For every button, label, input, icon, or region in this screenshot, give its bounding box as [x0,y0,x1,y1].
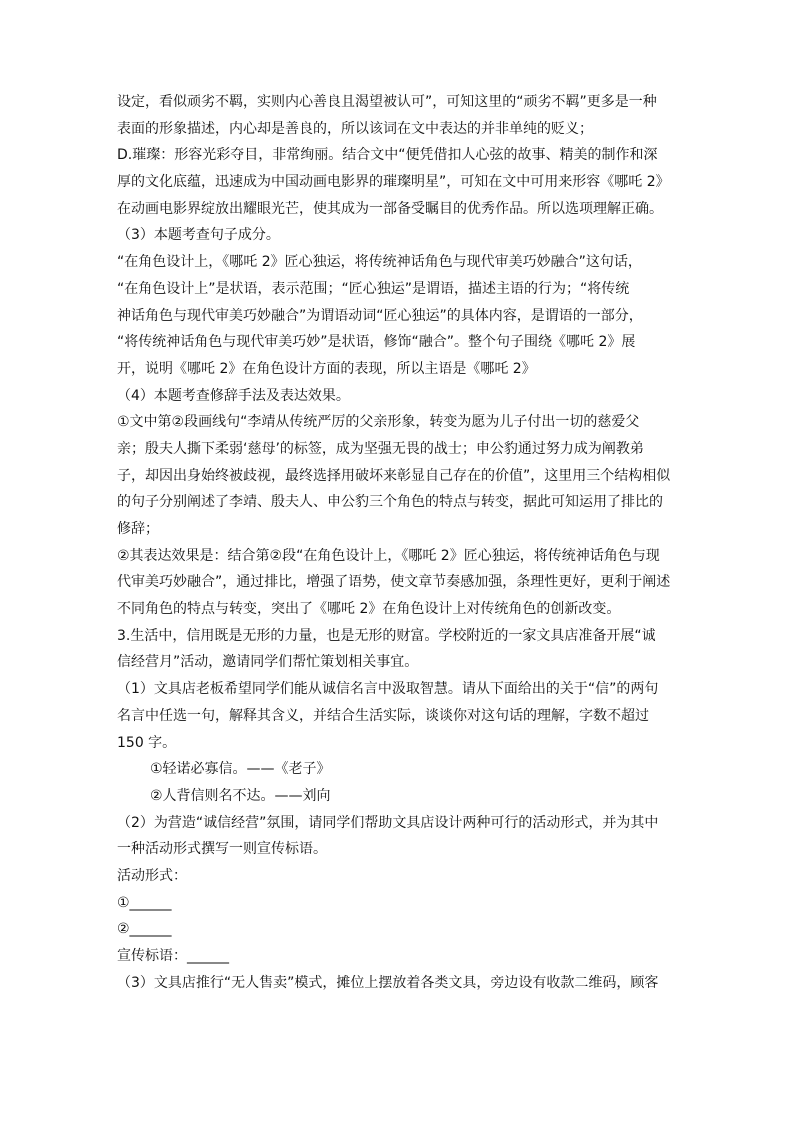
text-line: 在动画电影界绽放出耀眼光芒，使其成为一部备受瞩目的优秀作品。所以选项理解正确。 [117,200,663,217]
text-line: 设定，看似顽劣不羁，实则内心善良且渴望被认可”，可知这里的“顽劣不羁”更多是一种 [117,94,657,110]
text-line: 神话角色与现代审美巧妙融合”为谓语动词“匠心独运”的具体内容，是谓语的一部分， [117,307,643,324]
question-title: 3.生活中，信用既是无形的力量，也是无形的财富。学校附近的一家文具店准备开展“诚 [117,627,656,644]
sub-question: 一种活动形式撰写一则宣传标语。 [117,841,327,858]
text-line: 子，却因出身始终被歧视，最终选择用破坏来彰显自己存在的价值”，这里用三个结构相似 [117,467,671,484]
answer-blank: 宣传标语：______ [117,948,229,964]
text-line: “将传统神话角色与现代审美巧妙”是状语，修饰“融合”。整个句子围绕《哪吒 2》展 [117,334,636,351]
text-line: 不同角色的特点与转变，突出了《哪吒 2》在角色设计上对传统角色的创新改变。 [117,601,621,618]
document-page [117,89,677,996]
text-line: 厚的文化底蕴，迅速成为中国动画电影界的璀璨明星”，可知在文中可用来形容《哪吒 2》 [117,174,670,191]
text-line: 开，说明《哪吒 2》在角色设计方面的表现，所以主语是《哪吒 2》 [117,360,536,377]
text-line: ②其表达效果是：结合第②段“在角色设计上，《哪吒 2》匠心独运，将传统神话角色与现 [117,547,660,564]
sub-question: 名言中任选一句，解释其含义，并结合生活实际，谈谈你对这句话的理解，字数不超过 [117,707,649,724]
sub-question: （2）为营造“诚信经营”氛围，请同学们帮助文具店设计两种可行的活动形式，并为其中 [117,814,659,831]
text-line: 修辞； [117,521,159,537]
text-line: “在角色设计上，《哪吒 2》匠心独运，将传统神话角色与现代审美巧妙融合”这句话， [117,254,642,271]
answer-label: 活动形式： [117,867,187,884]
text-line: ①文中第②段画线句“李靖从传统严厉的父亲形象，转变为愿为儿子付出一切的慈爱父 [117,414,640,431]
text-line: D.璀璨：形容光彩夺目，非常绚丽。结合文中“便凭借扣人心弦的故事、精美的制作和深 [117,147,658,164]
answer-blank: ①______ [117,894,172,911]
section-heading: （3）本题考查句子成分。 [117,227,280,244]
text-line: 亲；殷夫人撕下柔弱‘慈母’的标签，成为坚强无畏的战士；申公豹通过努力成为阐教弟 [117,440,644,457]
answer-blank: ②______ [117,921,172,938]
quote-item: ①轻诺必寡信。——《老子》 [150,761,331,778]
text-line: 的句子分别阐述了李靖、殷夫人、申公豹三个角色的特点与转变，据此可知运用了排比的 [117,494,663,511]
sub-question: 150 字。 [117,734,177,751]
sub-question: （3）文具店推行“无人售卖”模式，摊位上摆放着各类文具，旁边设有收款二维码，顾客 [117,974,659,991]
question-title: 信经营月”活动，邀请同学们帮忙策划相关事宜。 [117,654,419,671]
text-line: “在角色设计上”是状语，表示范围；“匠心独运”是谓语，描述主语的行为；“将传统 [117,280,630,297]
sub-question: （1）文具店老板希望同学们能从诚信名言中汲取智慧。请从下面给出的关于“信”的两句 [117,681,659,698]
text-line: 表面的形象描述，内心却是善良的，所以该词在文中表达的并非单纯的贬义； [117,120,593,137]
section-heading: （4）本题考查修辞手法及表达效果。 [117,387,350,404]
quote-item: ②人背信则名不达。——刘向 [150,787,331,804]
text-line: 代审美巧妙融合”，通过排比，增强了语势，使文章节奏感加强，条理性更好，更利于阐述 [117,574,671,591]
